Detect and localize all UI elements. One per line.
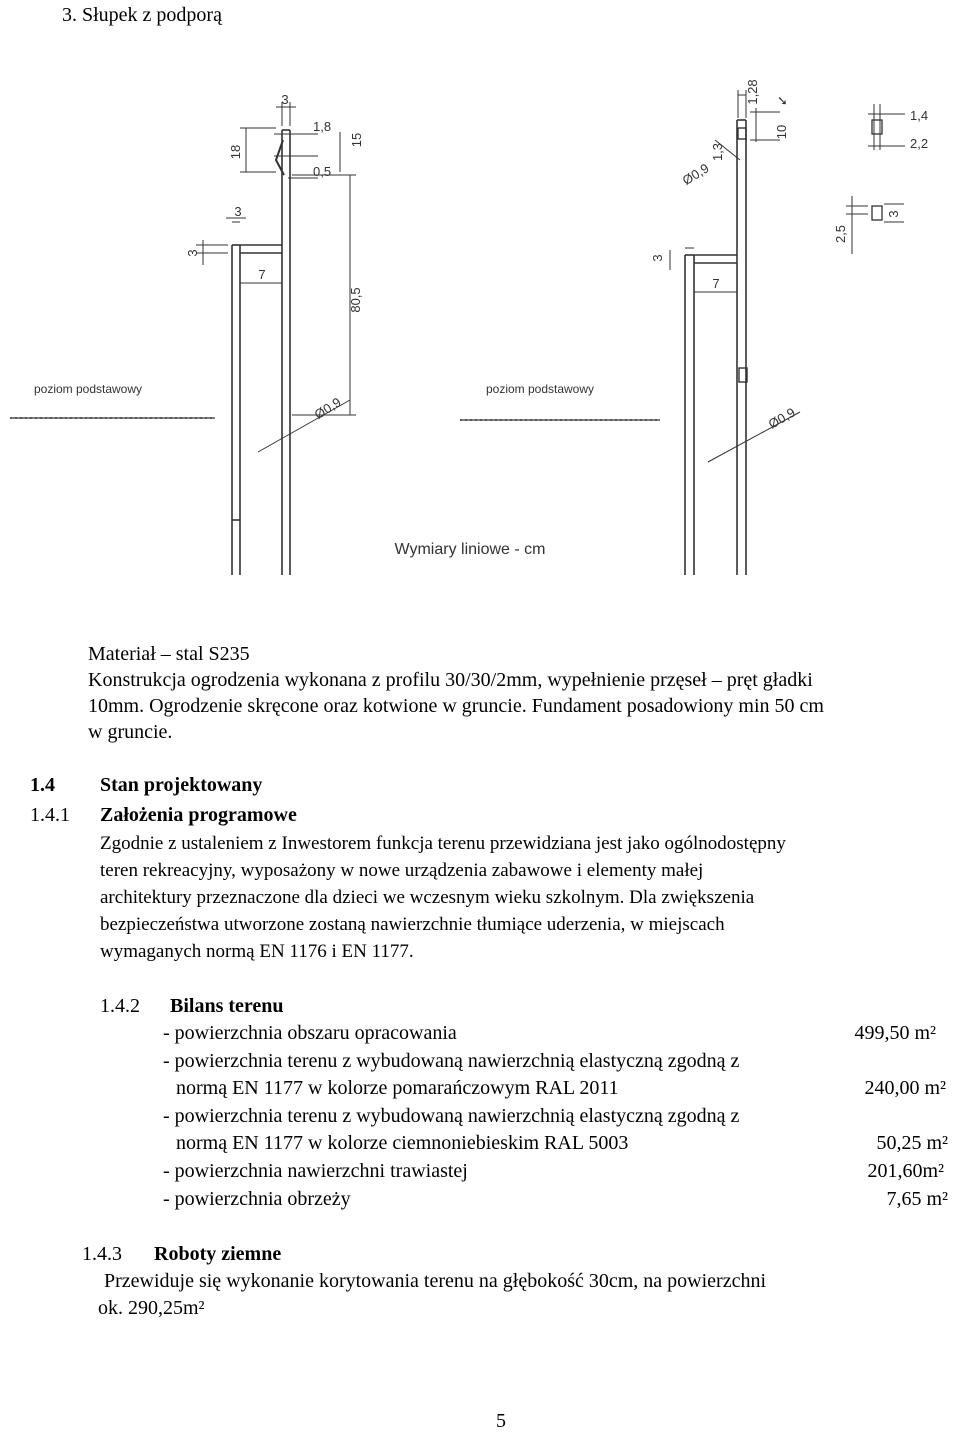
earthworks-line-1: Przewiduje się wykonanie korytowania terenu na głębokość 30cm, na powierzchni (104, 1270, 767, 1292)
balance-item-value: 201,60m² (867, 1160, 944, 1182)
dim-3-top: 3 (281, 92, 289, 107)
paragraph-line: wymaganych normą EN 1176 i EN 1177. (100, 941, 414, 962)
material-line-2: Konstrukcja ogrodzenia wykonana z profilu 30/30/2mm, wypełnienie przęseł – pręt gładki (88, 669, 813, 691)
balance-item-label: - powierzchnia nawierzchni trawiastej (163, 1160, 468, 1182)
balance-item-label-cont: normą EN 1177 w kolorze pomarańczowym RAL 2011 (176, 1077, 619, 1099)
arrow-mark: ➘ (777, 93, 788, 108)
drawing-caption: Wymiary liniowe - cm (394, 541, 546, 558)
dim-10: 10 (774, 124, 789, 140)
section-1-4-2-title: Bilans terenu (170, 995, 284, 1017)
balance-item-value: 50,25 m² (876, 1132, 948, 1154)
balance-item-label: - powierzchnia obszaru opracowania (163, 1022, 457, 1044)
section-1-4-1-number: 1.4.1 (30, 804, 70, 826)
dim-7: 7 (258, 267, 266, 282)
balance-item-value: 499,50 m² (854, 1022, 936, 1044)
balance-item-value: 7,65 m² (886, 1188, 948, 1210)
dim-1-3: 1,3 (710, 142, 725, 162)
paragraph-line: Zgodnie z ustaleniem z Inwestorem funkcja terenu przewidziana jest jako ogólnodostępny (100, 833, 786, 854)
dim-3-side: 3 (185, 249, 200, 257)
section-1-4-1-title: Założenia programowe (100, 804, 297, 826)
dim-1-4: 1,4 (910, 108, 929, 123)
material-line-1: Materiał – stal S235 (88, 643, 250, 665)
dim-1-28: 1,28 (745, 79, 760, 105)
dim-2-2: 2,2 (910, 136, 929, 151)
section-1-4-title: Stan projektowany (100, 774, 263, 796)
dim-18: 18 (228, 144, 243, 160)
ground-label-left: poziom podstawowy (33, 382, 143, 396)
earthworks-line-2: ok. 290,25m² (98, 1297, 205, 1319)
ground-label-right: poziom podstawowy (485, 382, 595, 396)
material-line-4: w gruncie. (88, 721, 173, 743)
section-1-4-2-number: 1.4.2 (100, 995, 140, 1017)
dim-1-8: 1,8 (313, 119, 332, 134)
dim-80-5: 80,5 (348, 287, 363, 313)
dim-7-right: 7 (712, 276, 720, 291)
section-1-4-3-number: 1.4.3 (82, 1243, 122, 1265)
dim-3-mid: 3 (234, 204, 242, 219)
section-heading: 3. Słupek z podporą (62, 4, 222, 26)
dim-2-5: 2,5 (833, 224, 848, 244)
balance-item-value: 240,00 m² (864, 1077, 946, 1099)
balance-item-label: - powierzchnia obrzeży (163, 1188, 351, 1210)
dim-3-small: 3 (886, 210, 901, 218)
dim-15: 15 (349, 132, 364, 148)
dim-diameter-left: Ø0,9 (311, 394, 344, 423)
dim-diameter-right: Ø0,9 (765, 404, 798, 432)
section-1-4-number: 1.4 (30, 774, 55, 796)
section-1-4-3-title: Roboty ziemne (154, 1243, 282, 1265)
dim-diameter-top: Ø0,9 (679, 160, 712, 189)
paragraph-line: architektury przeznaczone dla dzieci we wczesnym wieku szkolnym. Dla zwiększenia (100, 887, 755, 908)
balance-item-label-cont: normą EN 1177 w kolorze ciemnoniebieskim RAL 5003 (176, 1132, 629, 1154)
page-number: 5 (496, 1410, 506, 1432)
balance-item-label: - powierzchnia terenu z wybudowaną nawierzchnią elastyczną zgodną z (163, 1105, 740, 1127)
material-line-3: 10mm. Ogrodzenie skręcone oraz kotwione w gruncie. Fundament posadowiony min 50 cm (88, 695, 824, 717)
balance-item-label: - powierzchnia terenu z wybudowaną nawierzchnią elastyczną zgodną z (163, 1050, 740, 1072)
post-drawing (0, 60, 960, 590)
dim-3-right: 3 (650, 254, 665, 262)
dim-0-5: 0,5 (313, 164, 332, 179)
paragraph-line: bezpieczeństwa utworzone zostaną nawierzchnie tłumiące uderzenia, w miejscach (100, 914, 725, 935)
paragraph-line: teren rekreacyjny, wyposażony w nowe urządzenia zabawowe i elementy małej (100, 860, 704, 881)
